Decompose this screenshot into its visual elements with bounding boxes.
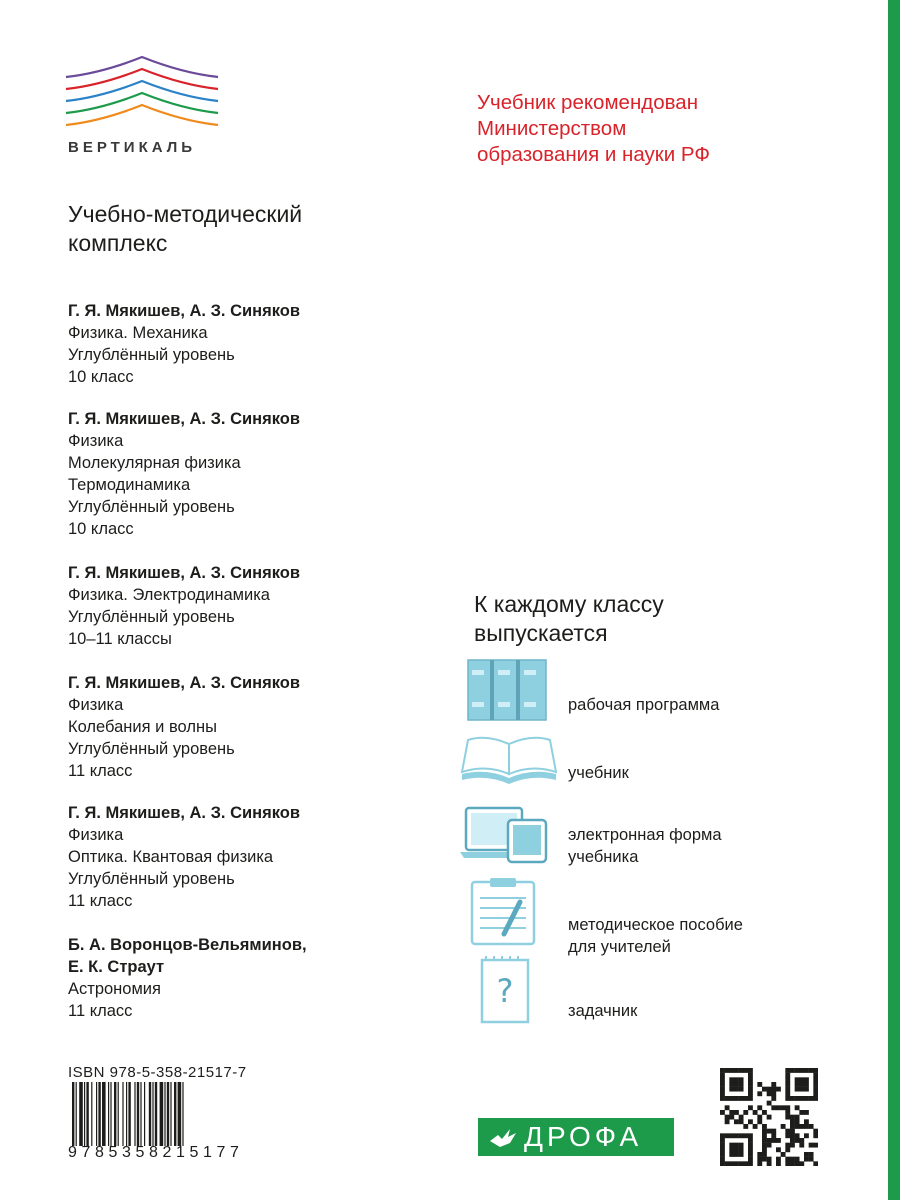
book-authors: Е. К. Страут xyxy=(68,958,165,976)
rainbow-roof-icon xyxy=(62,55,227,139)
series-item-label: для учителей xyxy=(568,938,671,956)
umk-heading xyxy=(68,200,302,258)
book-line: Физика. Электродинамика xyxy=(68,586,270,604)
book-entry xyxy=(68,934,307,1022)
qr-code-icon xyxy=(720,1068,818,1166)
series-item xyxy=(460,656,880,726)
svg-text:?: ? xyxy=(496,972,514,1010)
book-line: Углублённый уровень xyxy=(68,346,235,364)
publisher-mark-icon xyxy=(488,1127,518,1149)
series-heading-line: выпускается xyxy=(474,620,608,646)
series-heading xyxy=(474,590,664,648)
question-notebook-icon xyxy=(460,956,560,1026)
book-line: Колебания и волны xyxy=(68,718,217,736)
book-entry xyxy=(68,562,300,650)
publisher-name: ДРОФА xyxy=(524,1121,643,1152)
binder-icon xyxy=(460,656,560,726)
book-line: Углублённый уровень xyxy=(68,608,235,626)
series-item xyxy=(460,730,880,800)
ministry-recommendation xyxy=(477,90,837,168)
series-item-label: рабочая программа xyxy=(568,696,720,714)
umk-line: Учебно-методический xyxy=(68,201,303,227)
book-entry xyxy=(68,802,300,912)
book-entry xyxy=(68,300,300,388)
book-line: 11 класс xyxy=(68,1002,133,1020)
series-item-label: электронная форма xyxy=(568,826,722,844)
book-authors: Г. Я. Мякишев, А. З. Синяков xyxy=(68,804,301,822)
book-line: Физика xyxy=(68,432,124,450)
book-entry xyxy=(68,672,300,782)
umk-line: комплекс xyxy=(68,230,168,256)
book-line: Физика xyxy=(68,696,124,714)
devices-icon xyxy=(460,804,560,874)
series-heading-line: К каждому классу xyxy=(474,591,664,617)
isbn-text: ISBN 978-5-358-21517-7 xyxy=(68,1064,247,1081)
book-authors: Б. А. Воронцов-Вельяминов, xyxy=(68,936,307,954)
ministry-line: Учебник рекомендован xyxy=(477,91,699,114)
book-line: Физика. Механика xyxy=(68,324,208,342)
book-authors: Г. Я. Мякишев, А. З. Синяков xyxy=(68,410,301,428)
book-line: Углублённый уровень xyxy=(68,870,235,888)
book-authors: Г. Я. Мякишев, А. З. Синяков xyxy=(68,674,301,692)
series-item xyxy=(460,876,880,956)
book-line: Молекулярная физика xyxy=(68,454,241,472)
ministry-line: образования и науки РФ xyxy=(477,143,710,166)
book-line: Астрономия xyxy=(68,980,161,998)
book-line: Физика xyxy=(68,826,124,844)
green-edge-strip xyxy=(888,0,900,1200)
book-line: 10 класс xyxy=(68,368,134,386)
book-line: Углублённый уровень xyxy=(68,498,235,516)
book-authors: Г. Я. Мякишев, А. З. Синяков xyxy=(68,564,301,582)
open-book-icon xyxy=(460,730,560,800)
series-item-label: учебника xyxy=(568,848,639,866)
barcode-number: 9785358215177 xyxy=(68,1144,244,1161)
book-line: Углублённый уровень xyxy=(68,740,235,758)
book-entry xyxy=(68,408,300,540)
series-item-label: методическое пособие xyxy=(568,916,743,934)
barcode-icon xyxy=(68,1082,290,1146)
logo-text: ВЕРТИКАЛЬ xyxy=(68,139,197,156)
series-item xyxy=(460,804,880,874)
book-line: 10–11 классы xyxy=(68,630,172,648)
series-item-label: учебник xyxy=(568,764,629,782)
book-line: 10 класс xyxy=(68,520,134,538)
book-line: Термодинамика xyxy=(68,476,191,494)
series-item xyxy=(460,956,880,1026)
book-authors: Г. Я. Мякишев, А. З. Синяков xyxy=(68,302,301,320)
clipboard-pen-icon xyxy=(460,876,560,946)
ministry-line: Министерством xyxy=(477,117,627,140)
vertikal-logo xyxy=(62,55,227,165)
book-line: 11 класс xyxy=(68,762,133,780)
book-line: Оптика. Квантовая физика xyxy=(68,848,274,866)
book-line: 11 класс xyxy=(68,892,133,910)
series-item-label: задачник xyxy=(568,1002,638,1020)
publisher-logo xyxy=(478,1118,674,1156)
